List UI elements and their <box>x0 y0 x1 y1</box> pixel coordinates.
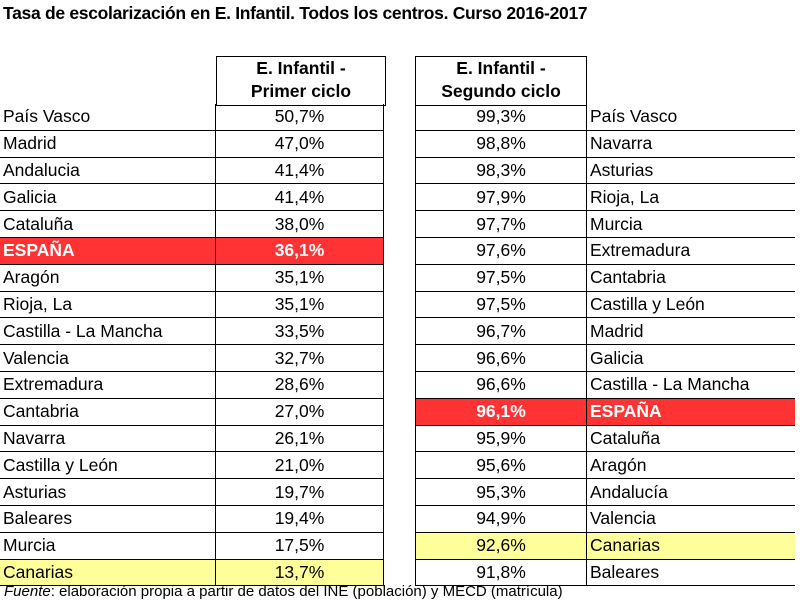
region-cell: Baleares <box>0 505 216 532</box>
table-row <box>416 130 796 157</box>
header-primer-ciclo-line1: E. Infantil - <box>256 58 346 78</box>
rate-cell: 28,6% <box>216 371 384 398</box>
table-row <box>0 237 384 264</box>
table-segundo-ciclo <box>415 104 795 586</box>
table-row <box>0 264 384 291</box>
region-cell: Murcia <box>587 211 796 238</box>
rate-cell: 13,7% <box>216 559 384 586</box>
rate-cell: 97,5% <box>416 264 587 291</box>
table-row <box>0 425 384 452</box>
region-cell: Andalucía <box>587 479 796 506</box>
rate-cell: 96,6% <box>416 371 587 398</box>
table-row <box>0 505 384 532</box>
rate-cell: 21,0% <box>216 452 384 479</box>
table-row <box>416 532 796 559</box>
region-cell: Galicia <box>0 184 216 211</box>
table-row <box>0 371 384 398</box>
region-cell: Asturias <box>0 479 216 506</box>
rate-cell: 33,5% <box>216 318 384 345</box>
region-cell: Murcia <box>0 532 216 559</box>
table-row <box>0 104 384 130</box>
table-row <box>416 211 796 238</box>
table-row <box>416 264 796 291</box>
rate-cell: 19,4% <box>216 505 384 532</box>
region-cell: Galicia <box>587 345 796 372</box>
region-cell: Castilla y León <box>587 291 796 318</box>
region-cell: Baleares <box>587 559 796 586</box>
region-cell: Extremadura <box>587 237 796 264</box>
region-cell: Cantabria <box>0 398 216 425</box>
region-cell: Cataluña <box>0 211 216 238</box>
table-row <box>416 318 796 345</box>
footnote-source-label: Fuente <box>4 583 51 600</box>
rate-cell: 94,9% <box>416 505 587 532</box>
region-cell: Castilla y León <box>0 452 216 479</box>
table-row <box>416 505 796 532</box>
region-cell: Valencia <box>0 345 216 372</box>
table-row <box>0 532 384 559</box>
table-row <box>0 479 384 506</box>
region-cell: País Vasco <box>587 104 796 130</box>
region-cell: Canarias <box>0 559 216 586</box>
header-segundo-ciclo-line1: E. Infantil - <box>456 58 546 78</box>
rate-cell: 96,6% <box>416 345 587 372</box>
region-cell: Rioja, La <box>0 291 216 318</box>
table-row <box>416 345 796 372</box>
table-row <box>0 318 384 345</box>
table-row <box>0 452 384 479</box>
table-row <box>0 398 384 425</box>
region-cell: Aragón <box>587 452 796 479</box>
footnote <box>4 583 563 600</box>
rate-cell: 35,1% <box>216 291 384 318</box>
table-row <box>416 291 796 318</box>
rate-cell: 50,7% <box>216 104 384 130</box>
table-row <box>0 130 384 157</box>
rate-cell: 97,7% <box>416 211 587 238</box>
rate-cell: 41,4% <box>216 157 384 184</box>
rate-cell: 92,6% <box>416 532 587 559</box>
rate-cell: 47,0% <box>216 130 384 157</box>
rate-cell: 95,6% <box>416 452 587 479</box>
rate-cell: 32,7% <box>216 345 384 372</box>
header-segundo-ciclo-line2: Segundo ciclo <box>441 81 561 101</box>
table-row <box>416 452 796 479</box>
rate-cell: 95,9% <box>416 425 587 452</box>
region-cell: País Vasco <box>0 104 216 130</box>
rate-cell: 99,3% <box>416 104 587 130</box>
table-row <box>416 425 796 452</box>
table-row <box>0 345 384 372</box>
table-row <box>416 479 796 506</box>
rate-cell: 95,3% <box>416 479 587 506</box>
region-cell: Extremadura <box>0 371 216 398</box>
rate-cell: 91,8% <box>416 559 587 586</box>
table-row <box>416 184 796 211</box>
header-primer-ciclo-line2: Primer ciclo <box>250 81 352 101</box>
region-cell: Aragón <box>0 264 216 291</box>
region-cell: Cantabria <box>587 264 796 291</box>
rate-cell: 97,6% <box>416 237 587 264</box>
rate-cell: 41,4% <box>216 184 384 211</box>
region-cell: Navarra <box>0 425 216 452</box>
region-cell: Madrid <box>587 318 796 345</box>
table-row <box>416 237 796 264</box>
region-cell: Castilla - La Mancha <box>587 371 796 398</box>
rate-cell: 96,7% <box>416 318 587 345</box>
rate-cell: 36,1% <box>216 237 384 264</box>
rate-cell: 96,1% <box>416 398 587 425</box>
rate-cell: 26,1% <box>216 425 384 452</box>
table-row <box>0 211 384 238</box>
header-primer-ciclo <box>216 56 386 106</box>
footnote-text: : elaboración propia a partir de datos del INE (población) y MECD (matrícula) <box>50 583 563 600</box>
region-cell: Rioja, La <box>587 184 796 211</box>
region-cell: Madrid <box>0 130 216 157</box>
rate-cell: 27,0% <box>216 398 384 425</box>
rate-cell: 38,0% <box>216 211 384 238</box>
region-cell: ESPAÑA <box>587 398 796 425</box>
table-primer-ciclo <box>0 104 384 586</box>
region-cell: Andalucia <box>0 157 216 184</box>
region-cell: Asturias <box>587 157 796 184</box>
rate-cell: 19,7% <box>216 479 384 506</box>
header-segundo-ciclo <box>415 56 587 106</box>
table-row <box>416 157 796 184</box>
page-title: Tasa de escolarización en E. Infantil. Todos los centros. Curso 2016-2017 <box>3 3 588 23</box>
region-cell: ESPAÑA <box>0 237 216 264</box>
rate-cell: 98,8% <box>416 130 587 157</box>
region-cell: Cataluña <box>587 425 796 452</box>
region-cell: Navarra <box>587 130 796 157</box>
rate-cell: 35,1% <box>216 264 384 291</box>
table-row <box>0 184 384 211</box>
table-row <box>0 291 384 318</box>
region-cell: Castilla - La Mancha <box>0 318 216 345</box>
region-cell: Valencia <box>587 505 796 532</box>
rate-cell: 17,5% <box>216 532 384 559</box>
table-row <box>0 157 384 184</box>
table-row <box>0 559 384 586</box>
rate-cell: 97,9% <box>416 184 587 211</box>
table-row <box>416 371 796 398</box>
region-cell: Canarias <box>587 532 796 559</box>
table-row <box>416 559 796 586</box>
rate-cell: 98,3% <box>416 157 587 184</box>
table-row <box>416 398 796 425</box>
table-row <box>416 104 796 130</box>
rate-cell: 97,5% <box>416 291 587 318</box>
